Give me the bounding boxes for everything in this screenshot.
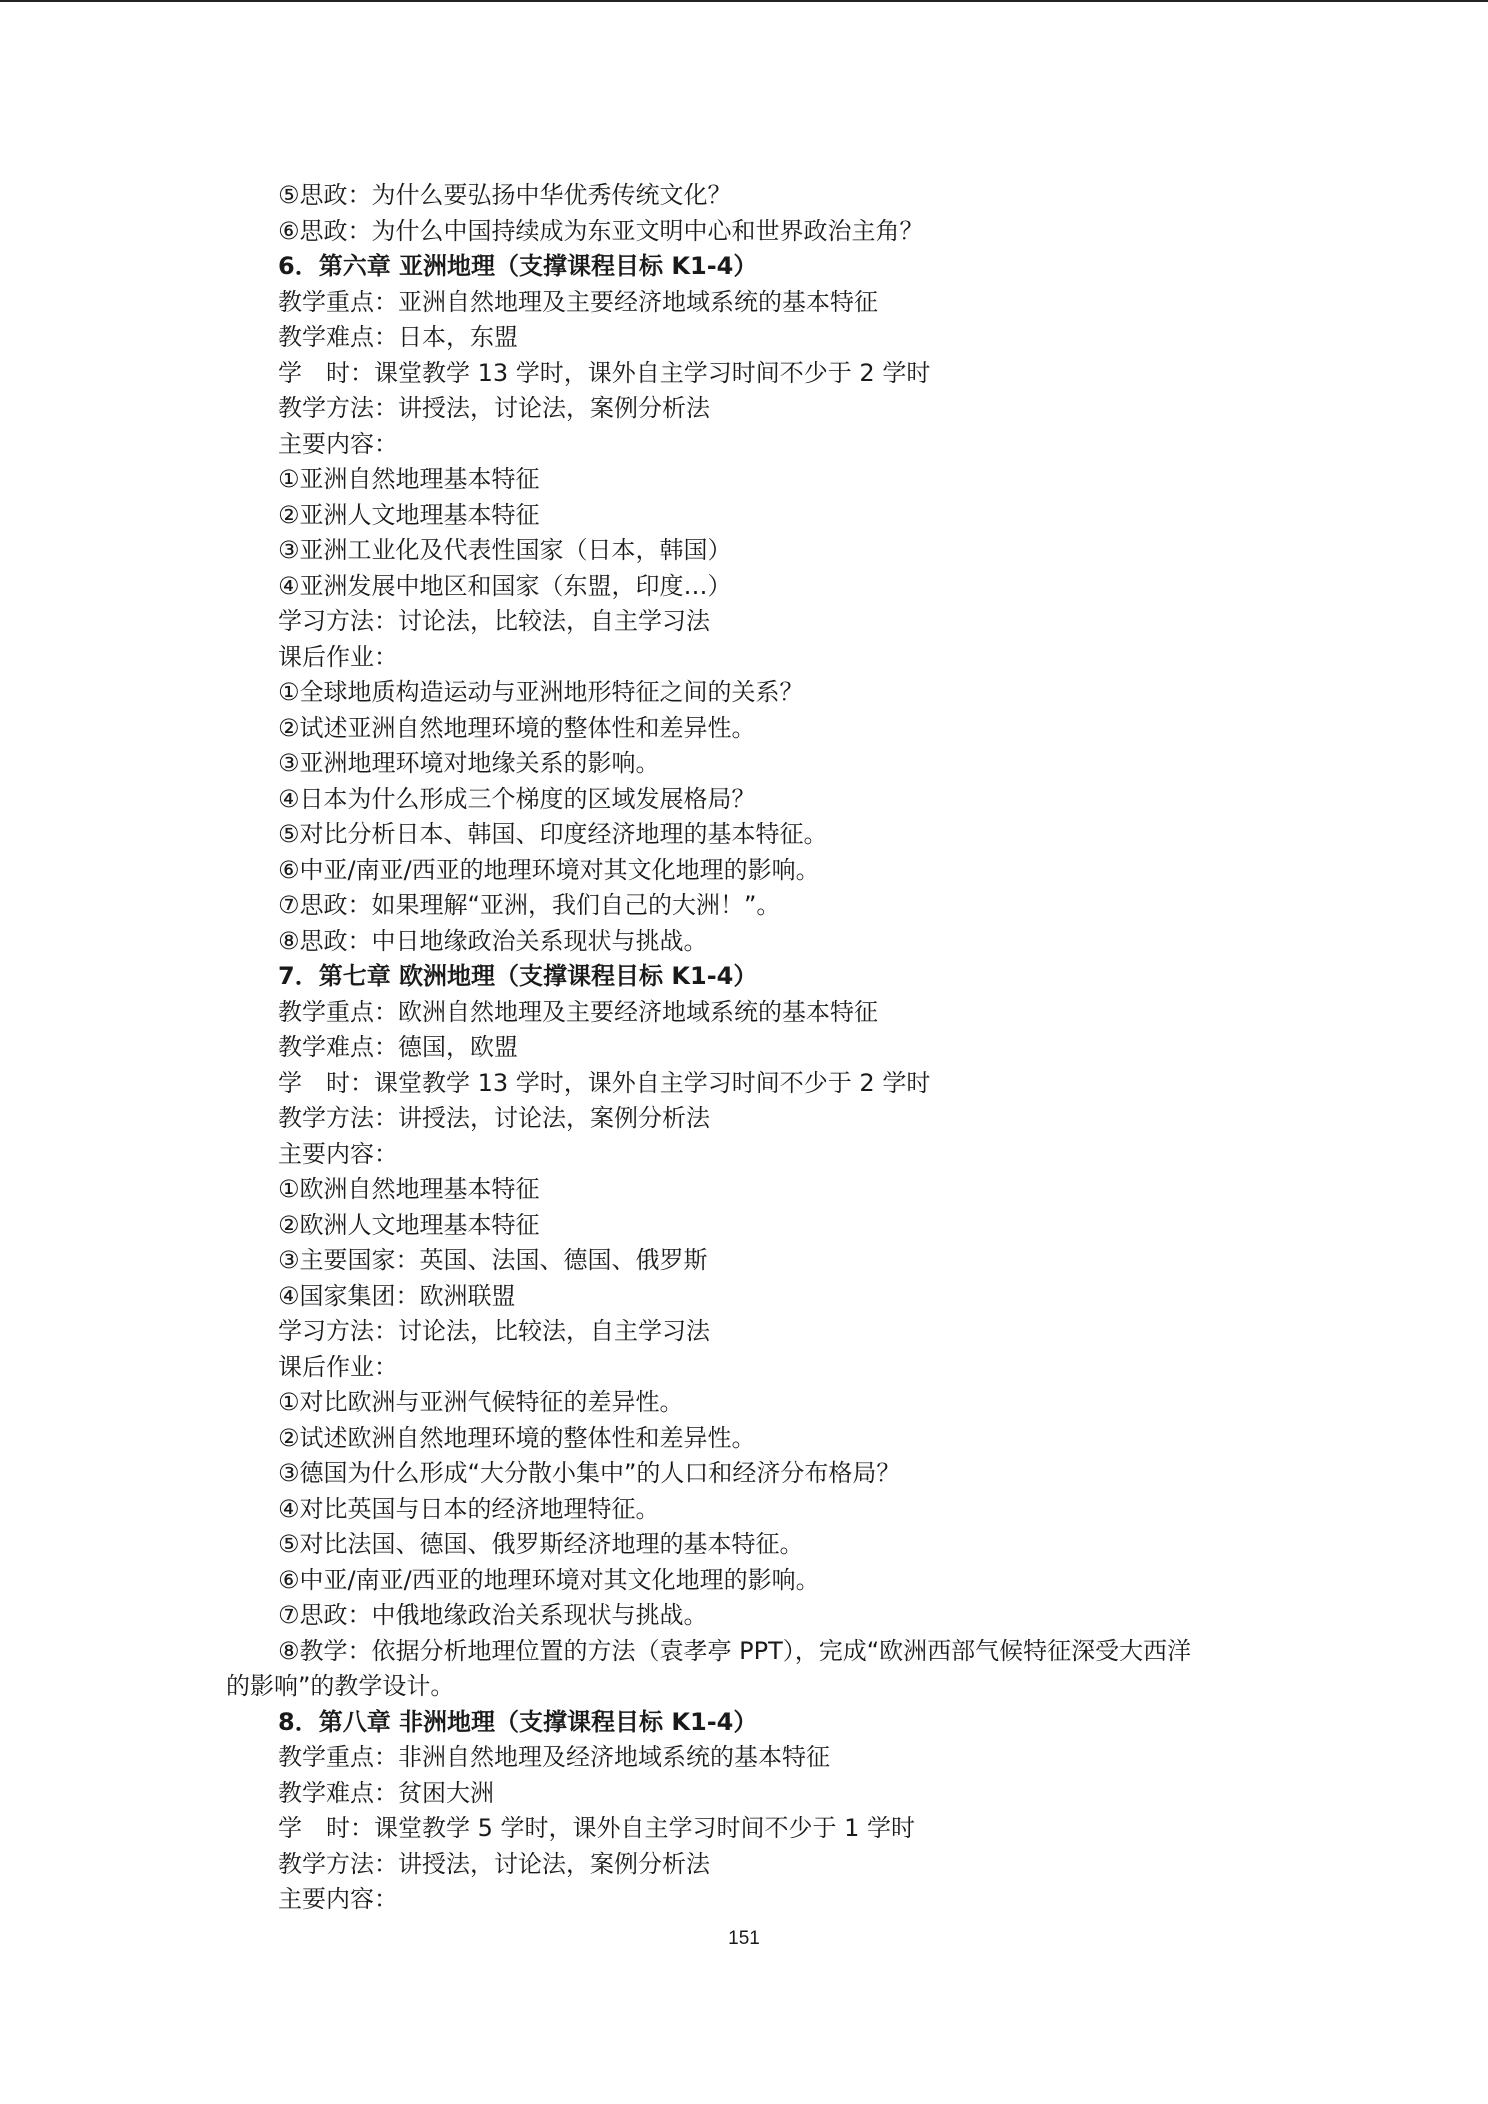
chapter-7-difficulties: 教学难点：德国，欧盟 (278, 1033, 518, 1061)
chapter-6-homework-label: 课后作业： (278, 642, 398, 671)
list-item: ⑤对比分析日本、韩国、印度经济地理的基本特征。 (278, 820, 828, 848)
list-item: ②试述欧洲自然地理环境的整体性和差异性。 (278, 1423, 756, 1452)
list-item: ③亚洲工业化及代表性国家（日本，韩国） (278, 536, 732, 564)
chapter-7-key-points: 教学重点：欧洲自然地理及主要经济地域系统的基本特征 (278, 997, 878, 1026)
list-item: ①亚洲自然地理基本特征 (278, 465, 540, 493)
list-item: ④日本为什么形成三个梯度的区域发展格局？ (278, 784, 756, 813)
list-item: ⑤对比法国、德国、俄罗斯经济地理的基本特征。 (278, 1530, 804, 1558)
chapter-6-content-label: 主要内容： (278, 429, 398, 458)
list-item: ⑧思政：中日地缘政治关系现状与挑战。 (278, 926, 708, 955)
chapter-6-key-points: 教学重点：亚洲自然地理及主要经济地域系统的基本特征 (278, 287, 878, 316)
list-item: ⑥中亚/南亚/西亚的地理环境对其文化地理的影响。 (278, 855, 820, 884)
list-item: ⑥中亚/南亚/西亚的地理环境对其文化地理的影响。 (278, 1565, 820, 1594)
list-item: ②亚洲人文地理基本特征 (278, 500, 540, 529)
list-item: ④亚洲发展中地区和国家（东盟，印度…） (278, 571, 732, 600)
chapter-8-difficulties: 教学难点：贫困大洲 (278, 1778, 494, 1807)
chapter-7-learning-methods: 学习方法：讨论法，比较法，自主学习法 (278, 1317, 710, 1345)
chapter-7-homework-label: 课后作业： (278, 1352, 398, 1381)
list-item: ①全球地质构造运动与亚洲地形特征之间的关系？ (278, 678, 804, 706)
list-item: ②试述亚洲自然地理环境的整体性和差异性。 (278, 713, 756, 742)
chapter-8-key-points: 教学重点：非洲自然地理及经济地域系统的基本特征 (278, 1743, 830, 1771)
chapter-7-heading: 7．第七章 欧洲地理（支撑课程目标 K1-4） (278, 962, 758, 990)
chapter-6-methods: 教学方法：讲授法，讨论法，案例分析法 (278, 394, 710, 422)
list-item: ③主要国家：英国、法国、德国、俄罗斯 (278, 1246, 708, 1274)
list-item: ⑦思政：如果理解“亚洲，我们自己的大洲！”。 (278, 891, 781, 919)
page-content (226, 178, 1278, 1918)
list-item: ④对比英国与日本的经济地理特征。 (278, 1494, 660, 1523)
list-item: ③亚洲地理环境对地缘关系的影响。 (278, 749, 660, 777)
chapter-8-methods: 教学方法：讲授法，讨论法，案例分析法 (278, 1849, 710, 1878)
chapter-6-hours: 学 时：课堂教学 13 学时，课外自主学习时间不少于 2 学时 (278, 358, 931, 387)
chapter-7-content-label: 主要内容： (278, 1139, 398, 1168)
list-item: ⑦思政：中俄地缘政治关系现状与挑战。 (278, 1601, 708, 1629)
list-item-ideology-5: ⑤思政：为什么要弘扬中华优秀传统文化？ (278, 181, 732, 209)
list-item-ideology-6: ⑥思政：为什么中国持续成为东亚文明中心和世界政治主角？ (278, 216, 924, 245)
list-item: ⑧教学：依据分析地理位置的方法（袁孝亭 PPT），完成“欧洲西部气候特征深受大西洋 (278, 1636, 1192, 1665)
chapter-7-hours: 学 时：课堂教学 13 学时，课外自主学习时间不少于 2 学时 (278, 1068, 931, 1097)
list-item: ①欧洲自然地理基本特征 (278, 1175, 540, 1203)
chapter-8-heading: 8．第八章 非洲地理（支撑课程目标 K1-4） (278, 1707, 758, 1736)
chapter-7-methods: 教学方法：讲授法，讨论法，案例分析法 (278, 1104, 710, 1132)
chapter-8-content-label: 主要内容： (278, 1885, 398, 1913)
list-item: ③德国为什么形成“大分散小集中”的人口和经济分布格局？ (278, 1459, 901, 1487)
chapter-6-heading: 6．第六章 亚洲地理（支撑课程目标 K1-4） (278, 252, 758, 280)
chapter-6-learning-methods: 学习方法：讨论法，比较法，自主学习法 (278, 607, 710, 635)
list-item: ④国家集团：欧洲联盟 (278, 1281, 516, 1310)
list-item: ②欧洲人文地理基本特征 (278, 1210, 540, 1239)
page-number: 151 (728, 1928, 760, 1949)
chapter-6-difficulties: 教学难点：日本，东盟 (278, 323, 518, 351)
chapter-8-hours: 学 时：课堂教学 5 学时，课外自主学习时间不少于 1 学时 (278, 1814, 916, 1842)
list-item: ①对比欧洲与亚洲气候特征的差异性。 (278, 1388, 684, 1416)
list-item-continuation: 的影响”的教学设计。 (226, 1672, 455, 1700)
